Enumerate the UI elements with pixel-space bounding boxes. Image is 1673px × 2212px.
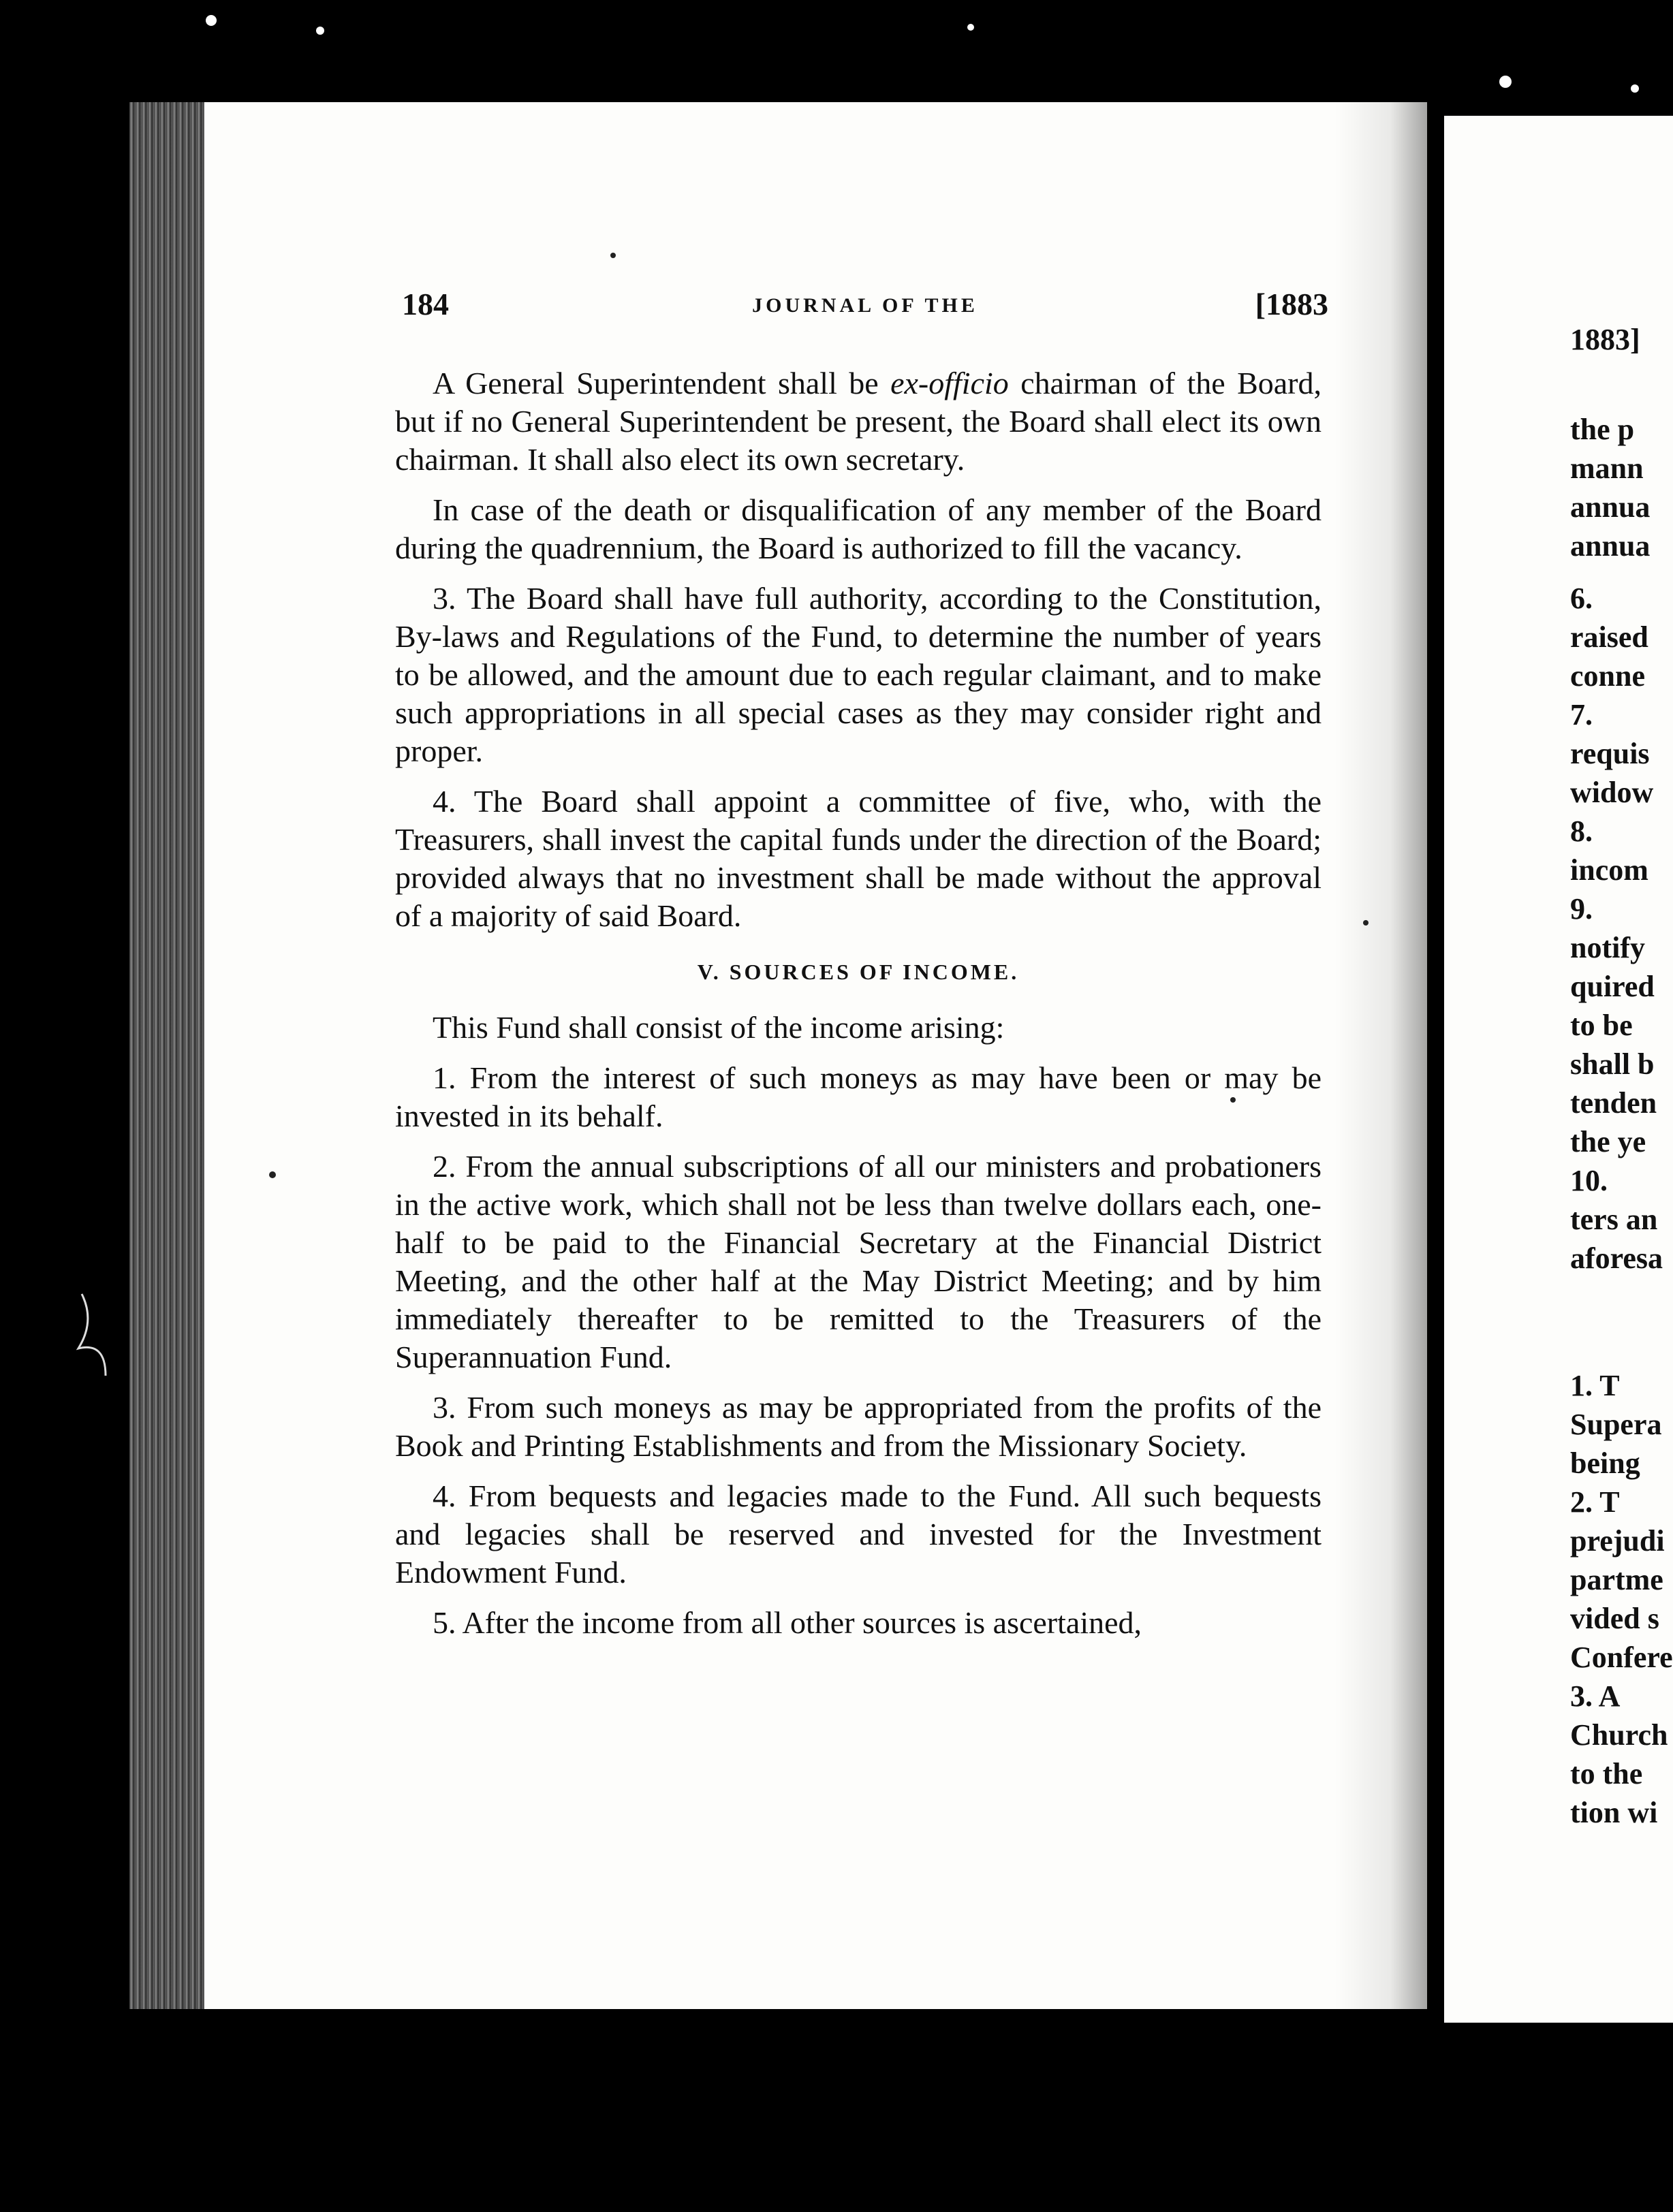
paragraph: 4. From bequests and legacies made to the Fund. All such bequests and legacies shall be reserved and invested for the Investment Endowment Fund. — [395, 1479, 1322, 1590]
right-page-line: 2. T — [1570, 1485, 1620, 1519]
right-page-line: annua — [1570, 490, 1651, 524]
right-page-line: widow — [1570, 776, 1654, 809]
right-page-line: ters an — [1570, 1203, 1658, 1236]
page-number: 184 — [402, 287, 449, 321]
right-page-line: tion wi — [1570, 1796, 1658, 1829]
right-page-line: 9. — [1570, 892, 1593, 926]
right-page-line: notify — [1570, 931, 1645, 964]
right-page-header: 1883] — [1570, 323, 1640, 356]
right-page-line: annua — [1570, 529, 1651, 563]
right-page-line: 8. — [1570, 815, 1593, 848]
right-page-line: 10. — [1570, 1164, 1608, 1197]
running-title: JOURNAL OF THE — [752, 294, 978, 317]
right-page-line: the p — [1570, 413, 1635, 446]
right-page-line: aforesa — [1570, 1242, 1663, 1275]
paragraph: 2. From the annual subscriptions of all our ministers and probationers in the active work, which shall not be less than twelve dollars each, one-half to be paid to the Financial Secretary at the Financial District Meeting, and the other half at the May District Meeting; and by him immediately thereafter to be remitted to the Treasurers of the Superannuation Fund. — [395, 1149, 1322, 1374]
right-page-line: prejudi — [1570, 1524, 1665, 1558]
paragraph: This Fund shall consist of the income arising: — [433, 1010, 1005, 1045]
right-page-line: tenden — [1570, 1086, 1657, 1120]
right-page-line: to the — [1570, 1757, 1643, 1790]
right-page-line: 6. — [1570, 582, 1593, 615]
paragraph: 4. The Board shall appoint a committee of five, who, with the Treasurers, shall invest the capital funds under the direction of the Board; provided always that no investment shall be made without the approval of a majority of said Board. — [395, 784, 1322, 933]
right-page-line: Church — [1570, 1718, 1668, 1752]
right-page-line: being — [1570, 1447, 1640, 1480]
right-page-line: quired — [1570, 970, 1655, 1003]
right-page-line: requis — [1570, 737, 1650, 770]
right-page-line: Confere — [1570, 1641, 1673, 1674]
paragraph: 3. The Board shall have full authority, according to the Constitution, By-laws and Regulations of the Fund, to determine the number of years to be allowed, and the amount due to each regular claimant, and to make such appropriations in all special cases as they may consider right and proper. — [395, 581, 1322, 768]
right-page-line: the ye — [1570, 1125, 1646, 1158]
right-page-line: to be — [1570, 1009, 1633, 1042]
italic-term: ex-officio — [890, 366, 1009, 400]
running-year: [1883 — [1255, 287, 1328, 321]
right-page-line: vided s — [1570, 1602, 1659, 1635]
paragraph: 3. From such moneys as may be appropriated from the profits of the Book and Printing Establishments and from the Missionary Society. — [395, 1390, 1322, 1463]
right-page-line: Supera — [1570, 1408, 1662, 1441]
right-page-line: partme — [1570, 1563, 1663, 1596]
right-page-line: 7. — [1570, 698, 1593, 731]
section-heading: V. SOURCES OF INCOME. — [697, 960, 1020, 984]
right-page-line: 3. A — [1570, 1679, 1621, 1713]
paragraph: 5. After the income from all other sources is ascertained, — [433, 1605, 1142, 1640]
right-page-line: mann — [1570, 452, 1644, 485]
right-page-line: shall b — [1570, 1047, 1655, 1081]
right-page-line: 1. T — [1570, 1369, 1620, 1402]
right-page-line: conne — [1570, 659, 1645, 693]
paragraph: In case of the death or disqualification of any member of the Board during the quadrennium, the Board is authorized to fill the vacancy. — [395, 492, 1322, 565]
right-page-line: incom — [1570, 853, 1648, 887]
paragraph: A General Superintendent shall be ex-officio chairman of the Board, but if no General Superintendent be present, the Board shall elect its own chairman. It shall also elect its own secretary. — [395, 366, 1322, 477]
right-page-line: raised — [1570, 620, 1648, 654]
paragraph: 1. From the interest of such moneys as may have been or may be invested in its behalf. — [395, 1060, 1322, 1133]
